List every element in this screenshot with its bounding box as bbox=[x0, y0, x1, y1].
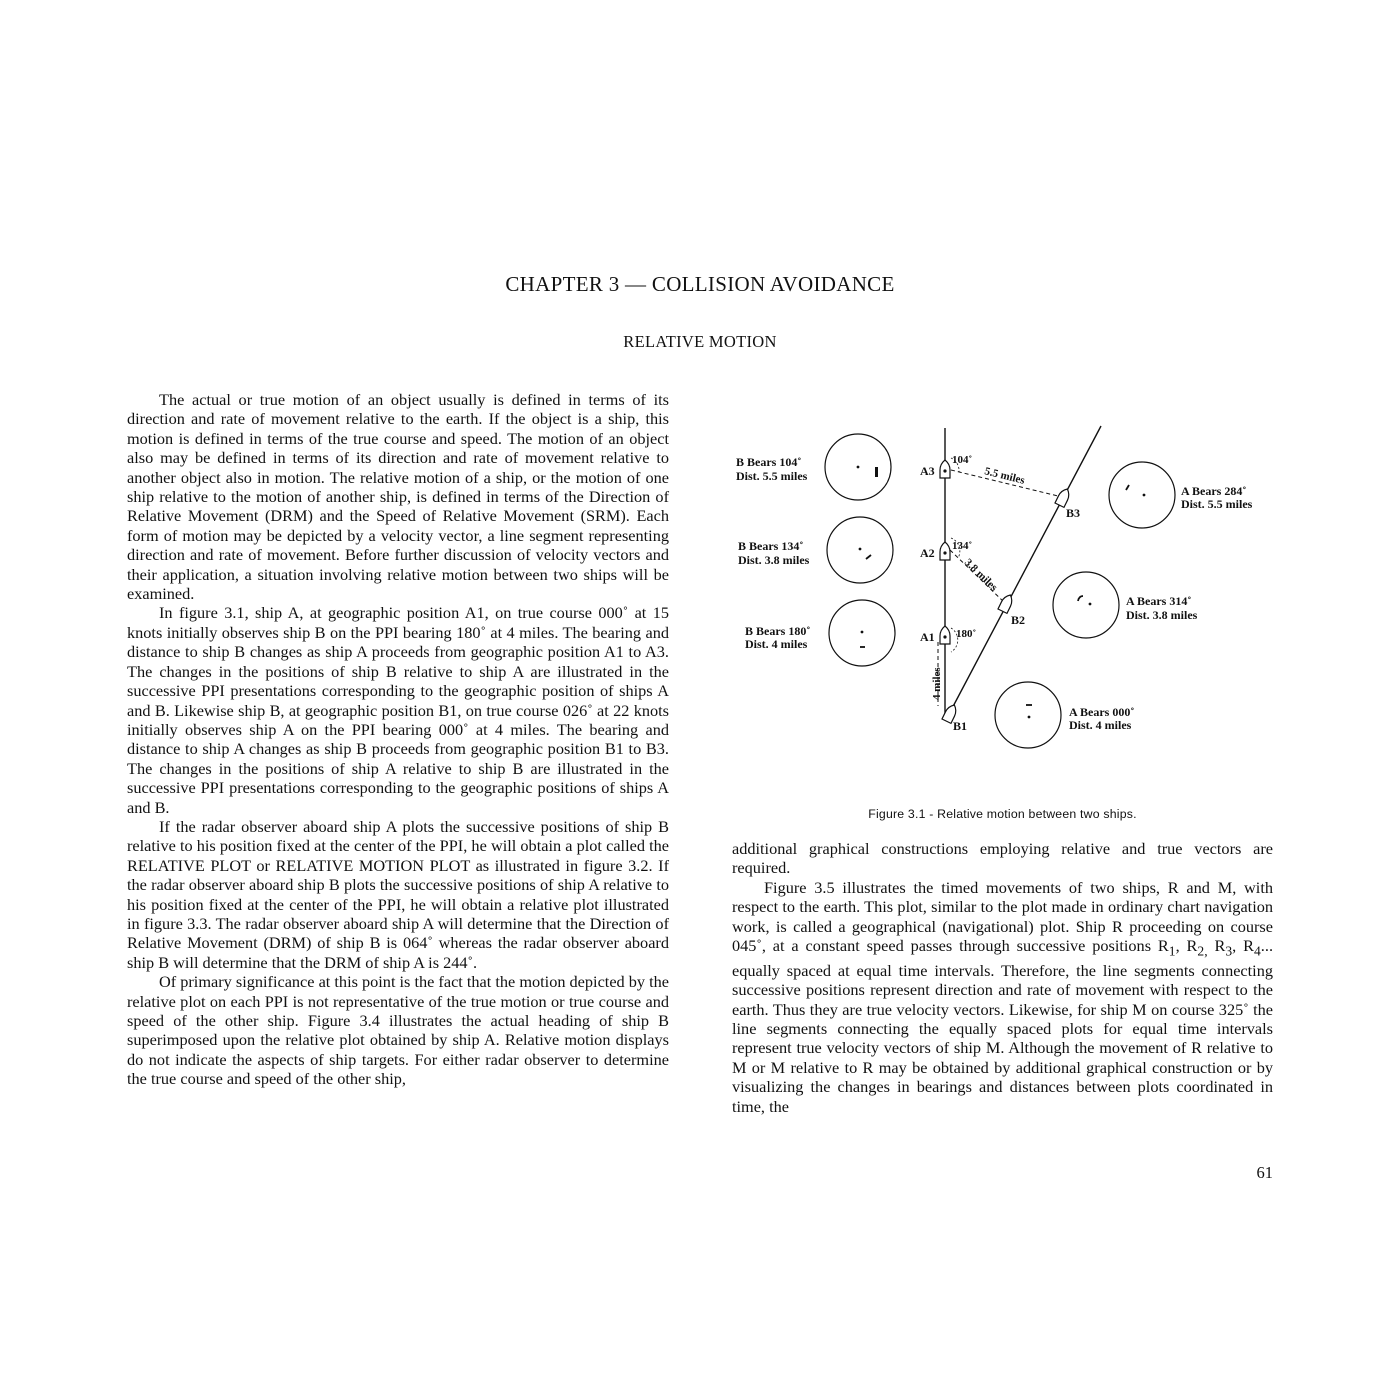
bearing-label-134: 134˚ bbox=[952, 540, 973, 552]
position-r1: $R_1$, bbox=[1157, 936, 1187, 959]
scope-label-b-bears-134: B Bears 134˚ bbox=[738, 539, 804, 553]
figure-3-1 bbox=[728, 418, 1288, 763]
paragraph: If the radar observer aboard ship A plots the successive positions of ship B relative to his position fixed at the center of the PPI, he will obtain a plot called the RELATIVE PLOT or RELATIVE MOTION PLOT as illustrated in figure 3.2. If the radar observer aboard ship B plots the successive positions of ship A relative to his position fixed at the center of the PPI, he will obtain a relative plot illustrated in figure 3.3. The radar observer aboard ship A will determine that the Direction of Relative Movement (DRM) of ship B is 064˚ whereas the radar observer aboard ship B will determine that the DRM of ship A is 244˚. bbox=[127, 816, 669, 972]
scope-label-b-bears-104: B Bears 104˚ bbox=[736, 455, 802, 469]
paragraph: The actual or true motion of an object usually is defined in terms of its direction and rate of movement relative to the earth. If the object is a ship, this motion is defined in terms of the true course and speed. The motion of an object also may be defined in terms of its direction and rate of movement relative to another object also in motion. The relative motion of a ship, or the motion of one ship relative to the motion of another ship, is defined in terms of the Direction of Relative Movement (DRM) and the Speed of Relative Movement (SRM). Each form of motion may be depicted by a velocity vector, a line segment representing direction and rate of movement. Before further discussion of velocity vectors and their application, a situation involving relative motion between two ships will be examined. bbox=[127, 390, 669, 604]
position-r3: $R_3$, bbox=[1214, 936, 1244, 959]
position-label-b2: B2 bbox=[1011, 613, 1026, 627]
page-number: 61 bbox=[1256, 1163, 1273, 1182]
scope-label-a-bears-314: A Bears 314˚ bbox=[1126, 594, 1192, 608]
paragraph-continuation: additional graphical constructions employing relative and true vectors are required. bbox=[732, 839, 1273, 878]
position-r2: $R_{2,}$ bbox=[1186, 936, 1208, 959]
position-label-b1: B1 bbox=[953, 719, 968, 733]
paragraph-text: Figure 3.5 illustrates the timed movements of two ships, R and M, with respect to the earth. This plot, similar to the plot made in ordinary chart navigation work, is called a geographical (navigational) plot. Ship R proceeding on course 045˚, at a constant speed passes through successive positions bbox=[732, 877, 1273, 956]
paragraph: In figure 3.1, ship A, at geographic position A1, on true course 000˚ at 15 knots initially observes ship B on the PPI bearing 180˚ at 4 miles. The bearing and distance to ship B changes as ship A proceeds from geographic position A1 to A3. The changes in the positions of ship B relative to ship A are illustrated in the successive PPI presentations corresponding to the geographic position of ships A and B. Likewise ship B, at geographic position B1, on true course 026˚ at 22 knots initially observes ship A on the PPI bearing 000˚ at 4 miles. The bearing and distance to ship A changes as ship B proceeds from geographic position B1 to B3. The changes in the positions of ship A relative to ship B are illustrated in the successive PPI presentations corresponding to the geographic positions of ships A and B. bbox=[127, 603, 669, 817]
position-r4: $R_4$ bbox=[1243, 936, 1261, 959]
scope-label-dist-3-8: Dist. 3.8 miles bbox=[738, 553, 810, 567]
left-text-column bbox=[127, 390, 669, 1089]
position-label-a2: A2 bbox=[920, 546, 935, 560]
ship-a3-icon bbox=[940, 460, 950, 478]
section-title: RELATIVE MOTION bbox=[623, 332, 777, 351]
bearing-label-104: 104˚ bbox=[952, 454, 973, 466]
distance-label-5-5: 5.5 miles bbox=[983, 465, 1026, 487]
scope-label-a-bears-284: A Bears 284˚ bbox=[1181, 484, 1247, 498]
ship-a2-icon bbox=[940, 542, 950, 560]
ppi-scope-b2 bbox=[1053, 572, 1119, 638]
scope-label-b-bears-180: B Bears 180˚ bbox=[745, 624, 811, 638]
ppi-scope-b3 bbox=[1109, 462, 1175, 528]
ship-b2-icon bbox=[998, 593, 1015, 614]
distance-label-4: 4 miles bbox=[931, 667, 943, 700]
paragraph-figure-3-5 bbox=[732, 878, 1273, 1116]
paragraph-text: ... equally spaced at equal time intervals. Therefore, the line segments connecting successive positions represent direction and rate of movement with respect to the earth. Thus they are true velocity vectors. Likewise, for ship M on course 325˚ the line segments connecting the equally spaced plots for equal time intervals represent true velocity vectors of ship M. Although the movement of R relative to M or M relative to R may be obtained by additional graphical construction or by visualizing the changes in bearings and distances between plots coordinated in time, the bbox=[732, 936, 1274, 1116]
scope-label-dist-3-8-right: Dist. 3.8 miles bbox=[1126, 608, 1198, 622]
position-label-a3: A3 bbox=[920, 464, 935, 478]
scope-label-a-bears-000: A Bears 000˚ bbox=[1069, 705, 1135, 719]
position-label-a1: A1 bbox=[920, 630, 935, 644]
chapter-title: CHAPTER 3 — COLLISION AVOIDANCE bbox=[505, 272, 895, 296]
ppi-scope-b1 bbox=[995, 682, 1061, 748]
bearing-label-180: 180˚ bbox=[956, 628, 977, 640]
position-label-b3: B3 bbox=[1066, 506, 1081, 520]
scope-label-dist-4-right: Dist. 4 miles bbox=[1069, 718, 1132, 732]
scope-label-dist-4: Dist. 4 miles bbox=[745, 637, 808, 651]
paragraph: Of primary significance at this point is the fact that the motion depicted by the relative plot on each PPI is not representative of the true motion or true course and speed of the other ship. Figure 3.4 illustrates the actual heading of ship B superimposed upon the relative plot obtained by ship A. Relative motion displays do not indicate the aspects of ship targets. For either radar observer to determine the true course and speed of the other ship, bbox=[127, 972, 670, 1089]
figure-caption: Figure 3.1 - Relative motion between two ships. bbox=[868, 807, 1137, 821]
scope-label-dist-5-5: Dist. 5.5 miles bbox=[736, 469, 808, 483]
ship-b3-icon bbox=[1055, 487, 1072, 508]
distance-label-3-8: 3.8 miles bbox=[961, 556, 1000, 594]
right-text-column bbox=[732, 839, 1273, 1116]
scope-label-dist-5-5-right: Dist. 5.5 miles bbox=[1181, 497, 1253, 511]
ship-a1-icon bbox=[940, 626, 950, 644]
relative-motion-diagram bbox=[728, 418, 1288, 763]
